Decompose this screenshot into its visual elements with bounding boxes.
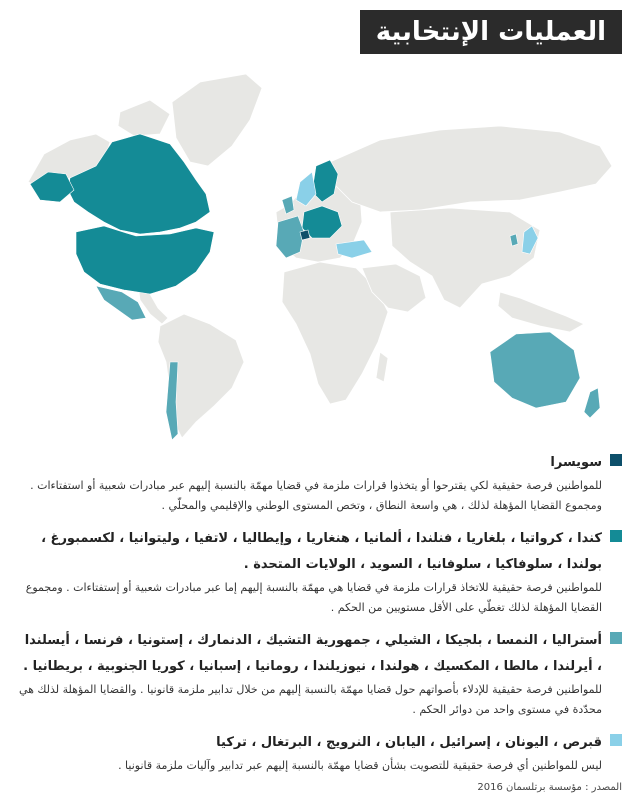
legend-item-level2 (18, 526, 622, 618)
region-australia-lv3 (490, 332, 580, 408)
legend-swatch-level4 (610, 734, 622, 746)
legend-countries: سويسرا (550, 455, 602, 470)
legend-item-level1 (18, 450, 622, 516)
legend-swatch-level1 (610, 454, 622, 466)
region-newzealand-lv3 (584, 388, 600, 418)
land-arctic-islands (118, 100, 170, 136)
land-greenland (172, 74, 262, 166)
land-madagascar (376, 352, 388, 382)
legend-item-level3 (18, 628, 622, 720)
legend (18, 450, 622, 786)
land-se-asia (498, 292, 584, 332)
legend-description: للمواطنين فرصة حقيقية لكي يقترحوا أو يتخذوا قرارات ملزمة في قضايا مهمّة بالنسبة إليهم عبر مبادرات شعبية أو استفتاءات . ومجموع القضايا المؤهلة لذلك ، هي واسعة النطاق ، وتخص المستوى الوطني والإقليمي والمحلّي . (30, 479, 602, 512)
source-note: المصدر : مؤسسة برتلسمان 2016 (477, 782, 622, 793)
map-title: العمليات الإنتخابية (360, 10, 622, 54)
legend-countries: أستراليا ، النمسا ، بلجيكا ، الشيلي ، جمهورية التشيك ، الدنمارك ، إستونيا ، فرنسا ، أيسلندا ، أيرلندا ، مالطا ، المكسيك ، هولندا ، نيوزيلندا ، رومانيا ، إسبانيا ، كوريا الجنوبية ، بريطانيا . (23, 633, 602, 674)
legend-swatch-level3 (610, 632, 622, 644)
region-western-europe-lv3 (276, 216, 304, 258)
legend-description: للمواطنين فرصة حقيقية للاتخاذ قرارات ملزمة في قضايا هي مهمّة بالنسبة إليهم إما عبر مبادرات شعبية أو إستفتاءات . ومجموع القضايا المؤهلة لذلك تغطّي على الأقل مستويين من الحكم . (25, 581, 602, 614)
legend-item-level4 (18, 730, 622, 776)
legend-countries: كندا ، كرواتيا ، بلغاريا ، فنلندا ، ألمانيا ، هنغاريا ، وإيطاليا ، لاتفيا ، وليتوانيا ، لكسمبورغ ، بولندا ، سلوفاكيا ، سلوفانيا ، السويد ، الولايات المتحدة . (41, 531, 602, 572)
region-switzerland-lv1 (300, 230, 310, 240)
world-map (0, 62, 640, 440)
legend-swatch-level2 (610, 530, 622, 542)
land-russia (330, 126, 612, 212)
world-map-svg (0, 62, 640, 440)
legend-countries: قبرص ، اليونان ، إسرائيل ، اليابان ، النرويج ، البرتغال ، تركيا (216, 735, 602, 750)
legend-description: للمواطنين فرصة حقيقية للإدلاء بأصواتهم حول قضايا مهمّة بالنسبة إليهم من خلال تدابير ملزمة قانونيا . والقضايا المؤهلة لذلك هي محدّدة في مستوى واحد من دوائر الحكم . (18, 683, 602, 716)
legend-description: ليس للمواطنين أي فرصة حقيقية للتصويت بشأن قضايا مهمّة بالنسبة إليهم عبر تدابير وآليات ملزمة قانونيا . (118, 759, 602, 772)
region-usa (76, 226, 214, 294)
